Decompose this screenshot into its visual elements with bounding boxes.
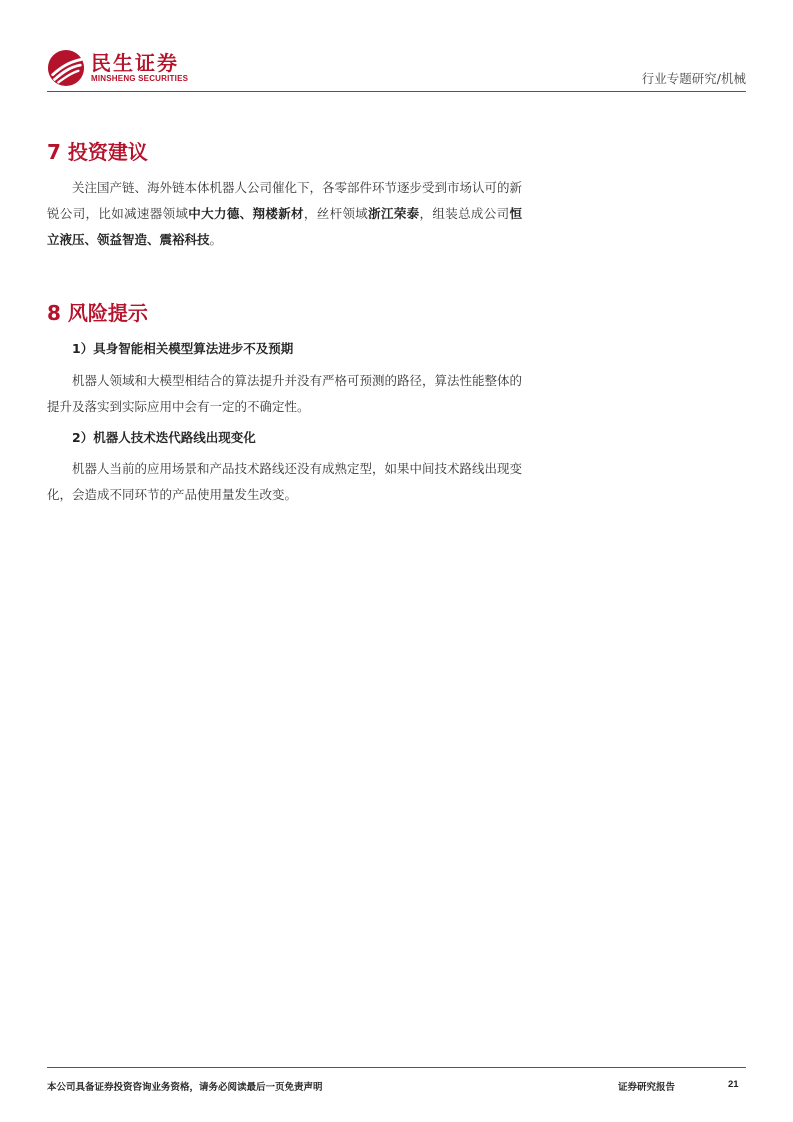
header-divider	[47, 91, 746, 92]
company-name-highlight: 浙江荣泰	[368, 206, 420, 221]
minsheng-logo-icon	[47, 49, 85, 87]
risk-heading-2: 2）机器人技术迭代路线出现变化	[72, 430, 256, 445]
paragraph-text: 关注国产链、海外链本体机器人公司催化下，各零部件环节逐步受到市场认可的新锐公司，比如减速器领域	[47, 180, 523, 221]
report-category: 行业专题研究/机械	[641, 71, 746, 86]
investment-paragraph	[47, 175, 522, 253]
risk-paragraph-1: 机器人领域和大模型相结合的算法提升并没有严格可预测的路径，算法性能整体的提升及落实到实际应用中会有一定的不确定性。	[47, 373, 523, 414]
paragraph-text: ，组装总成公司	[419, 206, 510, 221]
paragraph-text: 。	[209, 232, 223, 247]
risk-heading-1: 1）具身智能相关模型算法进步不及预期	[72, 341, 294, 356]
logo-chinese-name: 民生证券	[91, 51, 179, 75]
paragraph-text: ，丝杆领域	[303, 206, 369, 221]
page-number: 21	[728, 1079, 739, 1090]
risk-paragraph-2: 机器人当前的应用场景和产品技术路线还没有成熟定型，如果中间技术路线出现变化，会造成不同环节的产品使用量发生改变。	[47, 461, 523, 502]
section-title-investment: 7 投资建议	[47, 140, 148, 164]
footer-disclaimer: 本公司具备证券投资咨询业务资格，请务必阅读最后一页免责声明	[47, 1082, 323, 1093]
footer-report-type: 证券研究报告	[618, 1082, 676, 1093]
company-name-highlight: 中大力德、翔楼新材	[188, 206, 304, 221]
company-name-highlight: 恒立液压、领益智造、震裕科技	[47, 206, 522, 247]
footer-divider	[47, 1067, 746, 1068]
section-title-risk: 8 风险提示	[47, 301, 148, 325]
page-header	[47, 40, 746, 92]
company-logo	[47, 46, 188, 90]
logo-english-name: MINSHENG SECURITIES	[91, 74, 189, 83]
